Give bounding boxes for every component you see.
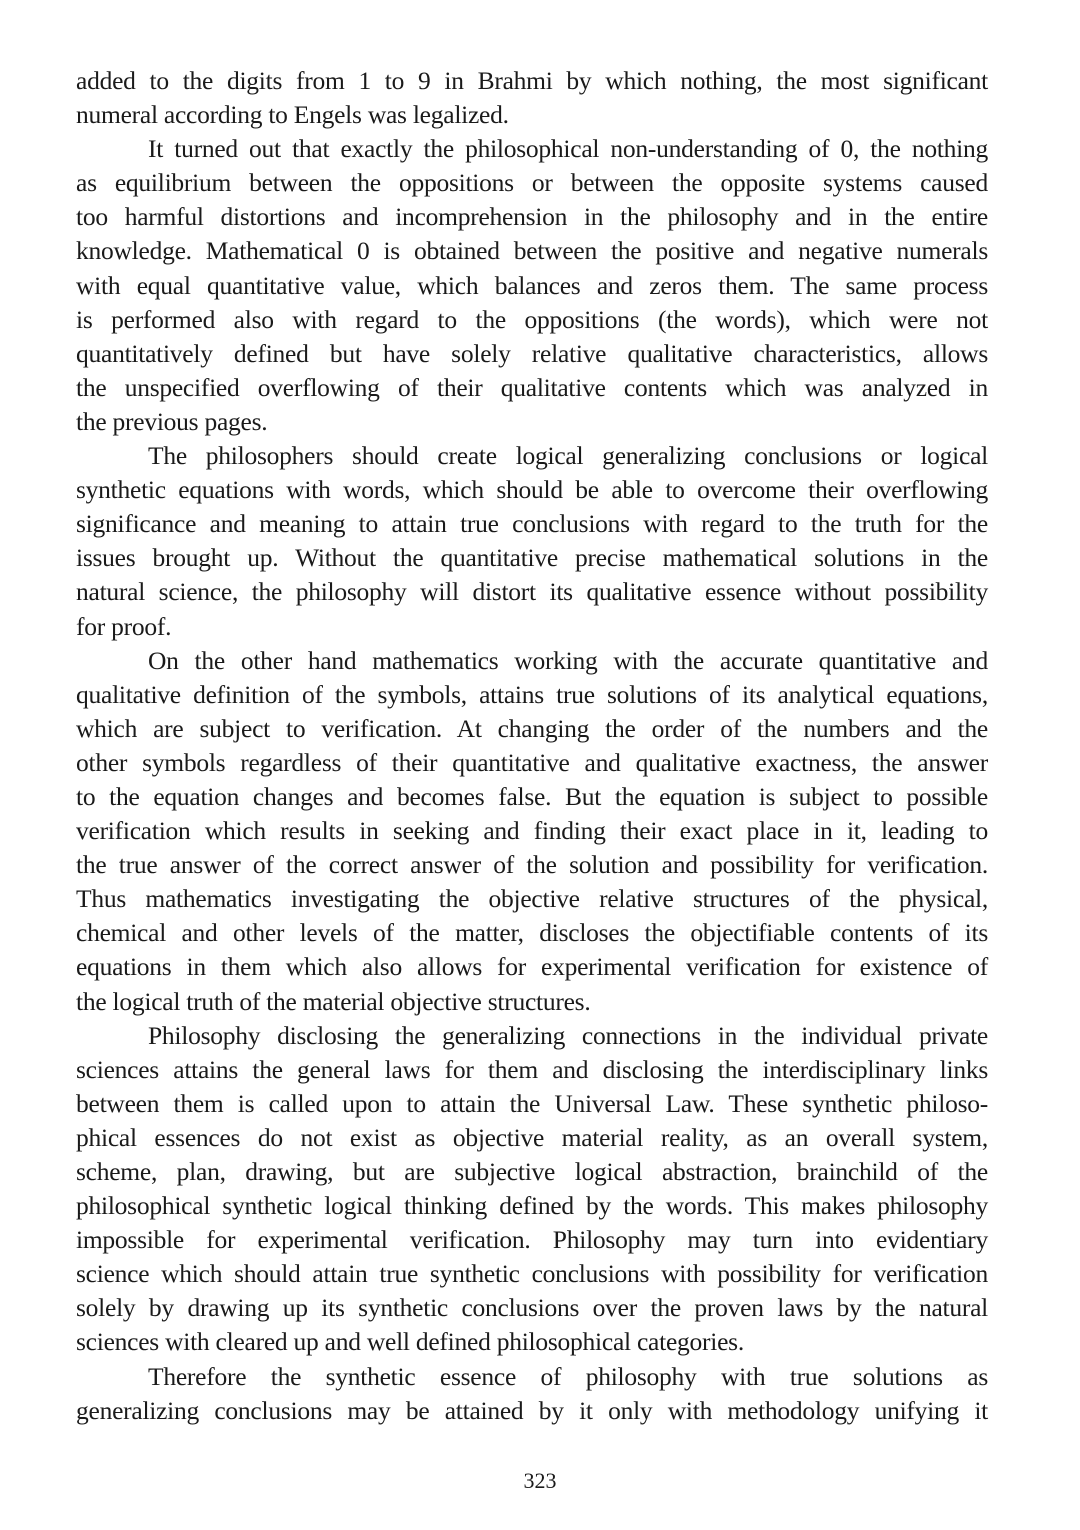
text-line: synthetic equations with words, which should be able to overcome their overflowing <box>76 475 988 505</box>
page-number: 323 <box>523 1468 557 1493</box>
text-line: added to the digits from 1 to 9 in Brahmi by which nothing, the most significant <box>76 66 988 95</box>
text-line: too harmful distortions and incomprehension in the philosophy and in the entire <box>76 202 988 232</box>
text-line: which are subject to verification. At changing the order of the numbers and the <box>76 713 988 743</box>
text-line: qualitative definition of the symbols, attains true solutions of its analytical equations, <box>76 679 988 709</box>
text-line: knowledge. Mathematical 0 is obtained between the positive and negative numerals <box>76 236 988 266</box>
text-line: the previous pages. <box>76 406 268 436</box>
text-line: the unspecified overflowing of their qualitative contents which was analyzed in <box>76 372 988 402</box>
text-line: equations in them which also allows for experimental verification for existence of <box>76 952 988 982</box>
text-line: Thus mathematics investigating the objective relative structures of the physical, <box>76 884 988 914</box>
text-line: other symbols regardless of their quantitative and qualitative exactness, the answer <box>76 747 988 777</box>
text-line: phical essences do not exist as objective material reality, as an overall system, <box>76 1122 988 1152</box>
text-line: science which should attain true synthetic conclusions with possibility for verification <box>76 1259 988 1289</box>
paragraph <box>76 132 988 439</box>
paragraph <box>76 439 988 644</box>
text-line: with equal quantitative value, which balances and zeros them. The same process <box>76 270 988 300</box>
text-line: Therefore the synthetic essence of philosophy with true solutions as <box>148 1361 988 1391</box>
text-line: It turned out that exactly the philosophical non-understanding of 0, the nothing <box>148 134 988 164</box>
text-line: solely by drawing up its synthetic conclusions over the proven laws by the natural <box>76 1293 988 1323</box>
text-line: to the equation changes and becomes false. But the equation is subject to possible <box>76 781 988 811</box>
text-line: for proof. <box>76 611 172 641</box>
text-line: as equilibrium between the oppositions or between the opposite systems caused <box>76 168 988 198</box>
text-line: chemical and other levels of the matter, discloses the objectifiable contents of its <box>76 918 988 948</box>
paragraph <box>76 64 988 132</box>
text-line: quantitatively defined but have solely relative qualitative characteristics, allows <box>76 338 988 368</box>
body-text <box>76 64 988 1428</box>
text-line: impossible for experimental verification. Philosophy may turn into evidentiary <box>76 1225 988 1255</box>
text-line: the logical truth of the material objective structures. <box>76 986 591 1016</box>
text-line: On the other hand mathematics working with the accurate quantitative and <box>148 645 988 675</box>
text-line: generalizing conclusions may be attained by it only with methodology unifying it <box>76 1395 988 1425</box>
text-line: numeral according to Engels was legalized. <box>76 100 509 130</box>
text-line: natural science, the philosophy will distort its qualitative essence without possibility <box>76 577 988 607</box>
text-line: the true answer of the correct answer of the solution and possibility for verification. <box>76 850 988 880</box>
text-line: sciences attains the general laws for them and disclosing the interdisciplinary links <box>76 1054 988 1084</box>
text-line: scheme, plan, drawing, but are subjective logical abstraction, brainchild of the <box>76 1157 988 1186</box>
paragraph <box>76 1019 988 1360</box>
text-line: Philosophy disclosing the generalizing connections in the individual private <box>148 1020 988 1050</box>
text-line: is performed also with regard to the oppositions (the words), which were not <box>76 304 988 334</box>
paragraph <box>76 1360 988 1428</box>
text-line: verification which results in seeking and finding their exact place in it, leading to <box>76 816 988 846</box>
text-line: significance and meaning to attain true conclusions with regard to the truth for the <box>76 509 988 539</box>
text-line: The philosophers should create logical generalizing conclusions or logical <box>148 441 988 471</box>
text-line: issues brought up. Without the quantitative precise mathematical solutions in the <box>76 543 988 573</box>
text-line: sciences with cleared up and well defined philosophical categories. <box>76 1327 744 1357</box>
text-line: philosophical synthetic logical thinking defined by the words. This makes philosophy <box>76 1191 988 1221</box>
text-line: between them is called upon to attain the Universal Law. These synthetic philoso- <box>76 1088 988 1118</box>
paragraph <box>76 644 988 1019</box>
